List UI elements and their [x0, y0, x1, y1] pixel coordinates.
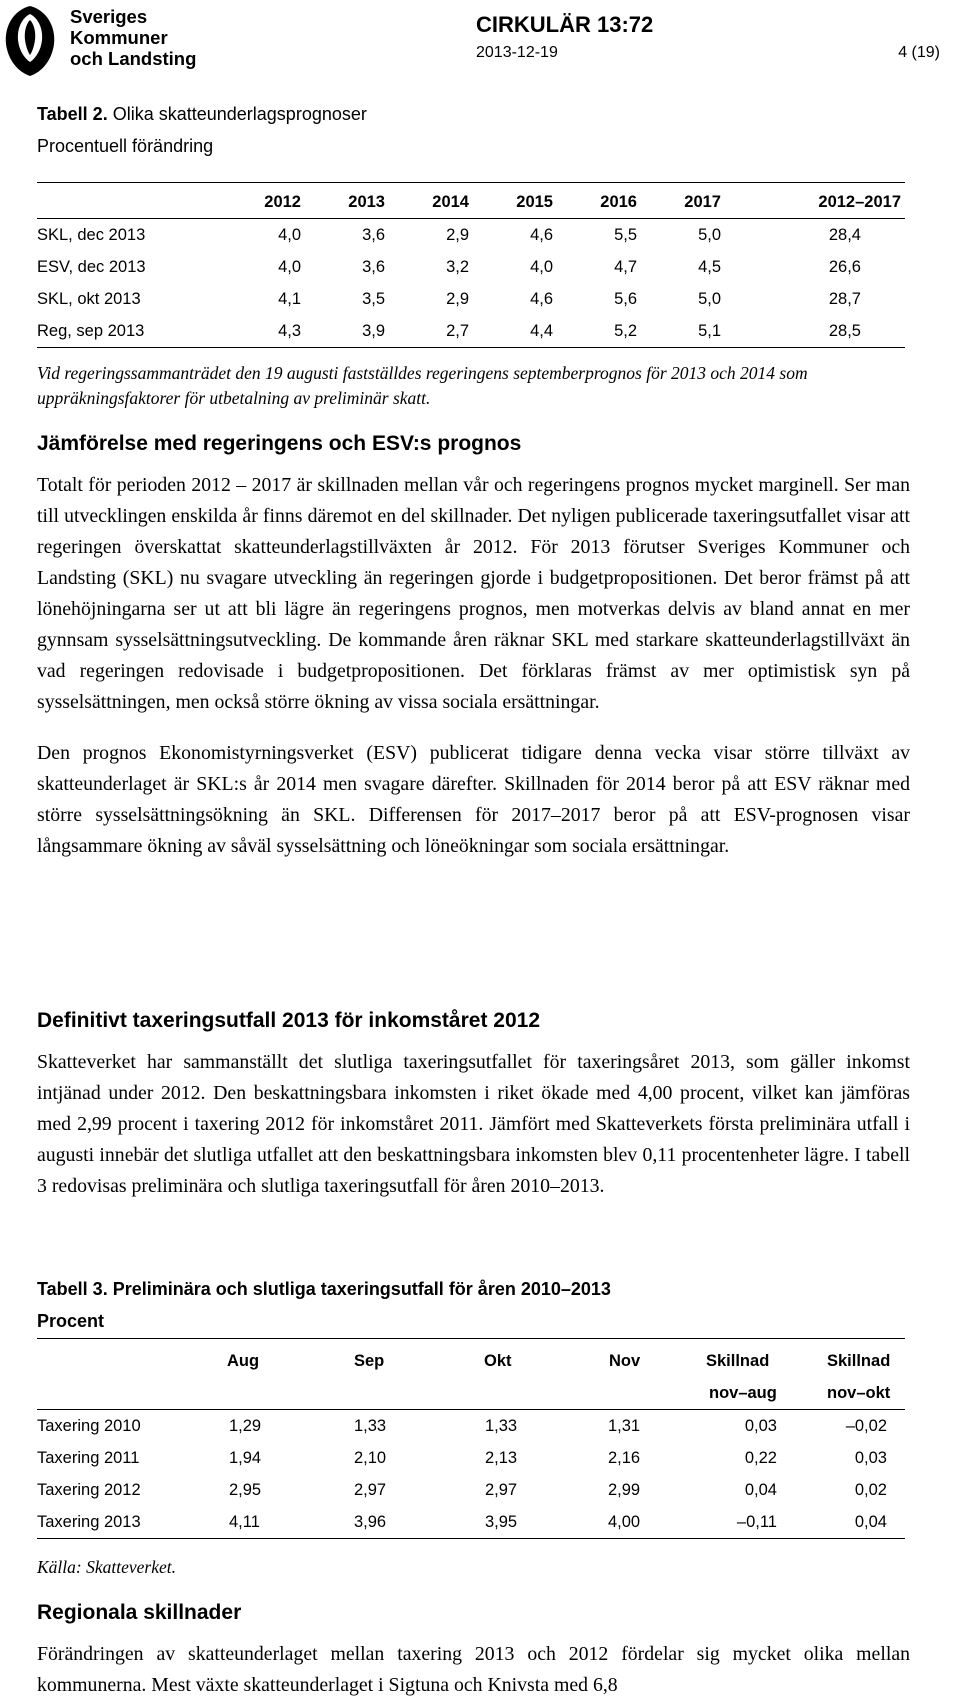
table-cell: 0,04	[854, 1512, 887, 1531]
table2-col-header: 2013	[348, 192, 385, 211]
row-label: Reg, sep 2013	[37, 321, 145, 340]
table-cell: 4,3	[278, 321, 301, 340]
table2-caption-label: Tabell 2.	[37, 104, 108, 124]
table-cell: 3,6	[362, 257, 385, 276]
paragraph: Förändringen av skatteunderlaget mellan taxering 2013 och 2012 fördelar sig mycket olika mellan kommunerna. Mest växte skatteunderlaget i Sigtuna och Knivsta med 6,8	[37, 1643, 910, 1696]
table-row	[37, 1506, 905, 1539]
paragraph: Skatteverket har sammanställt det slutliga taxeringsutfallet för taxeringsåret 2013, som gäller inkomst intjänad under 2012. Den beskattningsbara inkomsten i riket ökade med 4,00 procent, vilket kan jämföras med 2,99 procent i taxering 2012 för inkomståret 2011. Jämfört med Skatteverkets första preliminära utfall i augusti innebär det slutliga utfallet att den beskattningsbara inkomsten blev 0,11 procentenheter lägre. I tabell 3 redovisas preliminära och slutliga taxeringsutfall för åren 2010–2013.	[37, 1051, 910, 1197]
paragraph: Totalt för perioden 2012 – 2017 är skillnaden mellan vår och regeringens prognos mycket marginell. Ser man till utvecklingen enskilda år finns däremot en del skillnader. Det nyligen publicerade taxeringsutfallet visar att regeringen överskattat skatteunderlagstillväxten år 2012. För 2013 förutser Sveriges Kommuner och Landsting (SKL) nu svagare utveckling än regeringen gjorde i budgetpropositionen. Det beror främst på att lönehöjningarna ser ut att bli lägre än regeringens prognos, men motverkas delvis av bland annat en mer gynnsam sysselsättningsutveckling. De kommande åren räknar SKL med starkare skatteunderlagstillväxt än vad regeringen redovisade i budgetpropositionen. Det förklaras främst av mer optimistisk syn på sysselsättningen, men också större ökning av vissa sociala ersättningar.	[37, 474, 910, 713]
table3-subtitle: Procent	[37, 1311, 105, 1331]
table-cell: 2,7	[446, 321, 469, 340]
row-label: ESV, dec 2013	[37, 257, 146, 276]
table3-col-header: Skillnad	[827, 1351, 891, 1370]
table2-col-header: 2017	[684, 192, 721, 211]
table-cell: 2,9	[446, 225, 469, 244]
table-cell: 4,7	[614, 257, 637, 276]
logo-line-1: Sveriges	[70, 6, 148, 27]
table-row	[37, 251, 905, 283]
table-row	[37, 315, 905, 348]
table-cell: 28,5	[828, 321, 861, 340]
table-cell: 5,6	[614, 289, 637, 308]
table-row	[37, 1474, 905, 1506]
table-cell: 2,97	[354, 1480, 387, 1499]
logo-wordmark	[70, 6, 196, 69]
circular-title: CIRKULÄR 13:72	[476, 12, 654, 37]
table-cell: 2,95	[229, 1480, 262, 1499]
table-row	[37, 283, 905, 315]
row-label: Taxering 2012	[37, 1480, 141, 1499]
table-row	[37, 1410, 905, 1442]
table-row	[37, 219, 905, 251]
table2-header-row	[37, 186, 905, 219]
table3-top-rule	[37, 1338, 905, 1339]
section-regional	[37, 1601, 937, 1701]
section-heading: Regionala skillnader	[37, 1601, 242, 1624]
table-cell: 1,31	[608, 1416, 641, 1435]
table-cell: 0,03	[744, 1416, 777, 1435]
table-cell: 26,6	[828, 257, 861, 276]
table2-caption-title: Olika skatteunderlagsprognoser	[112, 104, 367, 124]
paragraph: Den prognos Ekonomistyrningsverket (ESV) publicerat tidigare denna vecka visar större tillväxt av skatteunderlaget är SKL:s år 2014 men svagare därefter. Skillnaden för 2014 beror på att ESV räknar med större sysselsättningsökning än SKL. Differensen för 2017–2017 beror på att ESV-prognosen visar långsammare ökning av såväl sysselsättning och löneökningar som sociala ersättningar.	[37, 742, 910, 857]
table-cell: 5,5	[614, 225, 637, 244]
table3-col-subheader: nov–aug	[709, 1383, 777, 1402]
table-cell: 3,95	[485, 1512, 518, 1531]
table-cell: 4,6	[530, 289, 553, 308]
table-cell: 2,9	[446, 289, 469, 308]
table-cell: 4,0	[278, 257, 301, 276]
table2-col-header: 2014	[432, 192, 469, 211]
table-cell: 0,02	[854, 1480, 887, 1499]
table-cell: 5,0	[698, 289, 721, 308]
table3-source: Källa: Skatteverket.	[37, 1557, 176, 1577]
section-heading: Jämförelse med regeringens och ESV:s prognos	[37, 432, 522, 455]
table-cell: –0,11	[736, 1512, 777, 1531]
table3-col-header: Aug	[227, 1351, 260, 1370]
table-cell: 3,2	[446, 257, 469, 276]
section-taxation	[37, 1009, 937, 1202]
table2-col-header: 2016	[600, 192, 637, 211]
logo-line-3: och Landsting	[70, 48, 197, 69]
table3-col-subheader: nov–okt	[827, 1383, 891, 1402]
table-cell: –0,02	[845, 1416, 887, 1435]
table-cell: 2,97	[485, 1480, 518, 1499]
table3-caption	[37, 1273, 937, 1337]
table-cell: 4,0	[278, 225, 301, 244]
table-cell: 5,1	[698, 321, 721, 340]
table3-col-header: Nov	[609, 1351, 641, 1370]
table-cell: 4,0	[530, 257, 553, 276]
table-cell: 0,04	[744, 1480, 777, 1499]
table2-col-header: 2012	[264, 192, 301, 211]
table3-col-header: Skillnad	[706, 1351, 770, 1370]
circular-date: 2013-12-19	[476, 44, 558, 61]
table-cell: 28,7	[828, 289, 861, 308]
skl-emblem-icon	[0, 0, 60, 80]
table2-col-header: 2015	[516, 192, 553, 211]
table3-header-row-2	[37, 1377, 905, 1410]
table-cell: 4,6	[530, 225, 553, 244]
table2-caption	[37, 98, 937, 162]
table3-caption-title: Preliminära och slutliga taxeringsutfall för åren 2010–2013	[112, 1279, 611, 1299]
row-label: Taxering 2013	[37, 1512, 141, 1531]
table2	[37, 186, 905, 348]
section-comparison	[37, 432, 937, 862]
table-cell: 2,16	[608, 1448, 641, 1467]
row-label: SKL, dec 2013	[37, 225, 146, 244]
table-cell: 4,00	[608, 1512, 641, 1531]
logo-line-2: Kommuner	[70, 27, 168, 48]
table-cell: 4,1	[278, 289, 301, 308]
table-cell: 1,94	[229, 1448, 262, 1467]
table-cell: 3,6	[362, 225, 385, 244]
table3	[37, 1345, 905, 1539]
table-row	[37, 1442, 905, 1474]
table-cell: 0,03	[854, 1448, 887, 1467]
table3-col-header: Sep	[354, 1351, 385, 1370]
table3-header-row	[37, 1345, 905, 1377]
table-cell: 4,4	[530, 321, 553, 340]
table2-subtitle: Procentuell förändring	[37, 136, 214, 156]
row-label: SKL, okt 2013	[37, 289, 141, 308]
table-cell: 1,33	[485, 1416, 518, 1435]
section-heading: Definitivt taxeringsutfall 2013 för inkomståret 2012	[37, 1009, 541, 1032]
table-cell: 1,33	[354, 1416, 387, 1435]
table-cell: 4,5	[698, 257, 721, 276]
table-cell: 4,11	[229, 1512, 260, 1531]
row-label: Taxering 2011	[37, 1448, 140, 1467]
table2-top-rule	[37, 182, 905, 183]
table-cell: 2,99	[608, 1480, 641, 1499]
table2-note: Vid regeringssammanträdet den 19 augusti fastställdes regeringens septemberprognos för 2013 och 2014 som uppräkningsfaktorer för utbetalning av preliminär skatt.	[37, 363, 808, 408]
table-cell: 3,96	[354, 1512, 387, 1531]
table-cell: 3,5	[362, 289, 385, 308]
table-cell: 0,22	[744, 1448, 777, 1467]
table2-col-header: 2012–2017	[818, 192, 901, 211]
table-cell: 2,13	[485, 1448, 518, 1467]
table-cell: 5,2	[614, 321, 637, 340]
table3-col-header: Okt	[484, 1351, 512, 1370]
table-cell: 28,4	[828, 225, 861, 244]
row-label: Taxering 2010	[37, 1416, 141, 1435]
table-cell: 5,0	[698, 225, 721, 244]
skl-logo	[0, 0, 200, 82]
table-cell: 1,29	[229, 1416, 262, 1435]
table-cell: 2,10	[354, 1448, 387, 1467]
page-number: 4 (19)	[898, 44, 940, 61]
table3-caption-label: Tabell 3.	[37, 1279, 108, 1299]
table-cell: 3,9	[362, 321, 385, 340]
